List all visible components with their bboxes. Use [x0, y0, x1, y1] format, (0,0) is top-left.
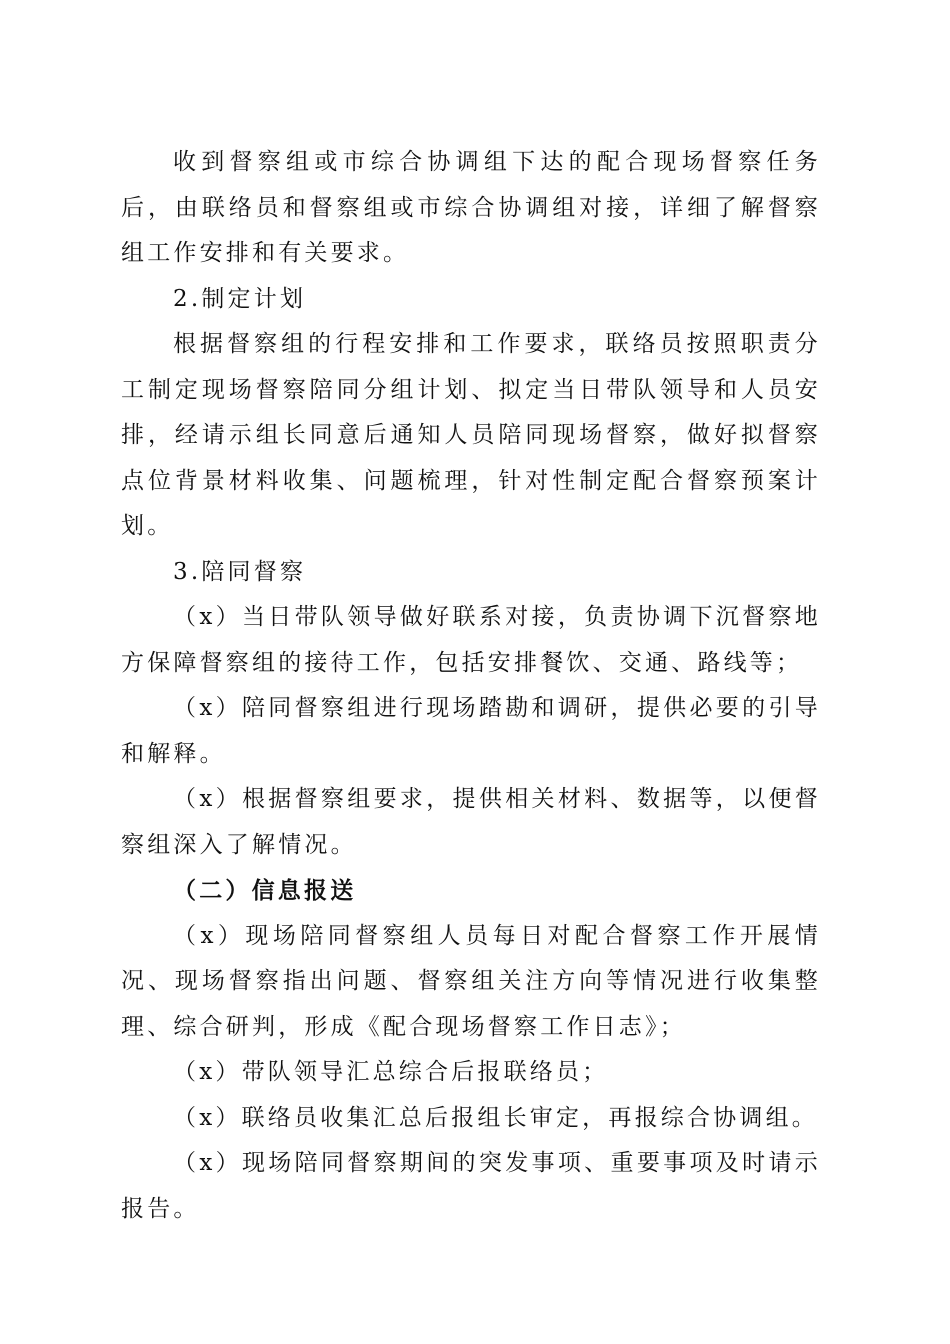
list-item-leader-summary: （x）带队领导汇总综合后报联络员； — [173, 1059, 609, 1085]
list-item-site-survey: （x）陪同督察组进行现场踏勘和调研，提供必要的引导和解释。 — [121, 695, 821, 767]
list-item-emergency-report: （x）现场陪同督察期间的突发事项、重要事项及时请示报告。 — [121, 1150, 821, 1222]
paragraph-plan-details: 根据督察组的行程安排和工作要求，联络员按照职责分工制定现场督察陪同分组计划、拟定当日带队领导和人员安排，经请示组长同意后通知人员陪同现场督察，做好拟督察点位背景材料收集、问题梳理，针对性制定配合督察预案计划。 — [121, 331, 821, 539]
list-item-liaison: （x）当日带队领导做好联系对接，负责协调下沉督察地方保障督察组的接待工作，包括安排餐饮、交通、路线等； — [121, 604, 821, 676]
heading-info-reporting: （二）信息报送 — [173, 877, 357, 904]
list-item-liaison-review: （x）联络员收集汇总后报组长审定，再报综合协调组。 — [173, 1104, 818, 1131]
heading-make-plan: 2.制定计划 — [173, 285, 307, 312]
document-body — [121, 140, 821, 1232]
list-item-daily-log: （x）现场陪同督察组人员每日对配合督察工作开展情况、现场督察指出问题、督察组关注方向等情况进行收集整理、综合研判，形成《配合现场督察工作日志》； — [121, 922, 821, 1040]
heading-accompany-inspection: 3.陪同督察 — [173, 558, 307, 585]
paragraph-receive-task: 收到督察组或市综合协调组下达的配合现场督察任务后，由联络员和督察组或市综合协调组对接，详细了解督察组工作安排和有关要求。 — [121, 149, 821, 266]
list-item-provide-materials: （x）根据督察组要求，提供相关材料、数据等，以便督察组深入了解情况。 — [121, 786, 821, 858]
